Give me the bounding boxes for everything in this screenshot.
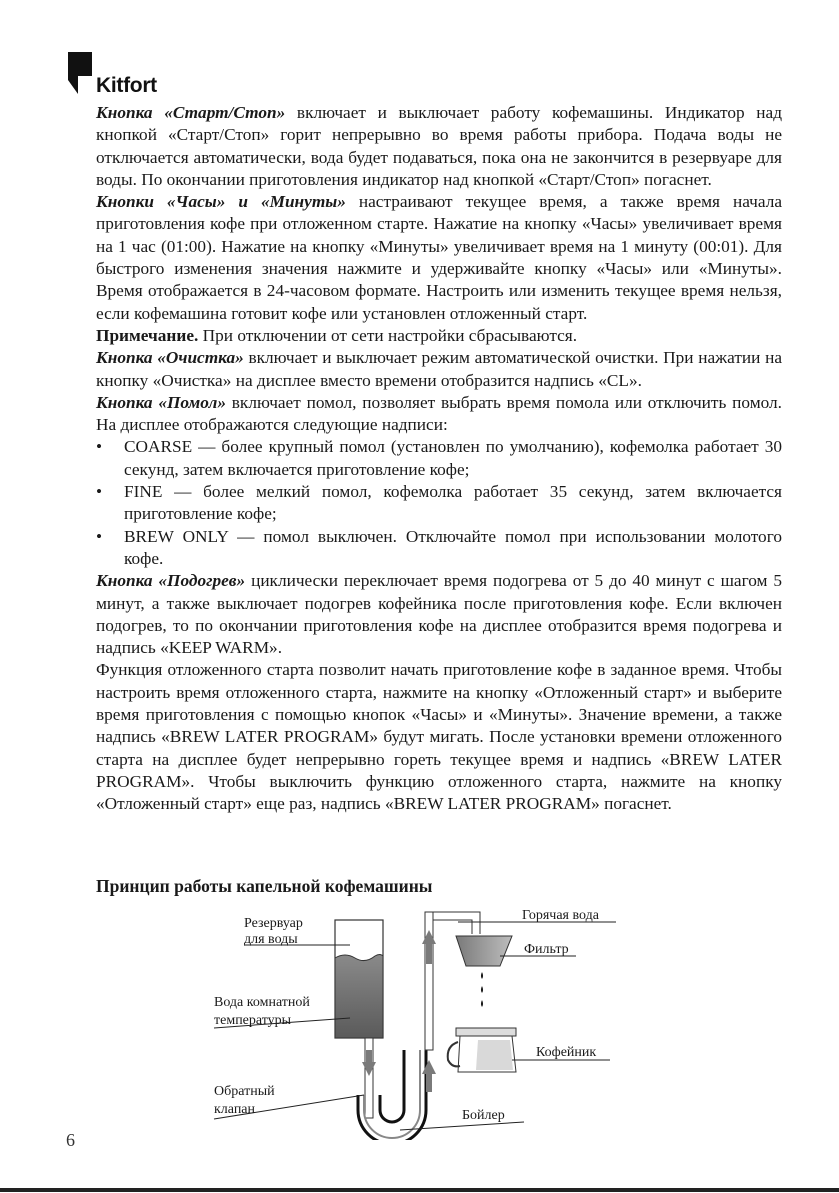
paragraph-note xyxy=(96,325,782,347)
paragraph-start-stop xyxy=(96,102,782,191)
paragraph-warm xyxy=(96,570,782,659)
label-carafe: Кофейник xyxy=(536,1045,597,1060)
label-valve-2: клапан xyxy=(214,1102,256,1117)
paragraph-lead: Кнопка «Подогрев» xyxy=(96,571,246,591)
filter-icon xyxy=(456,936,512,1007)
paragraph-lead: Кнопка «Старт/Стоп» xyxy=(96,103,286,122)
label-reservoir-2: для воды xyxy=(244,932,298,947)
paragraph-text: включает помол, позволяет выбрать время помола или отключить помол. На дисплее отображаются следующие надписи: xyxy=(96,392,782,435)
list-item: • FINE — более мелкий помол, кофемолка работает 35 секунд, затем включается приготовление кофе; xyxy=(96,481,782,526)
paragraph-clean xyxy=(96,347,782,392)
label-boiler: Бойлер xyxy=(462,1108,505,1123)
paragraph-clock-buttons xyxy=(96,191,782,325)
paragraph-lead: Кнопки «Часы» и «Минуты» xyxy=(96,192,346,212)
bottom-rule xyxy=(0,1188,839,1192)
paragraph-text: Функция отложенного старта позволит начать приготовление кофе в заданное время. Чтобы настроить время отложенного старта, нажмите на кнопку «Отложенный старт» и выберите время приготовления с помощью кнопок «Часы» и «Минуты». Значение времени, а также надпись «BREW LATER PROGRAM» будут мигать. После установки времени отложенного старта на дисплее будет непрерывно гореть текущее время и надпись «BREW LATER PROGRAM». Чтобы выключить функцию отложенного старта, нажмите на кнопку «Отложенный старт» еще раз, надпись «BREW LATER PROGRAM» погаснет. xyxy=(96,660,782,814)
paragraph-text: При отключении от сети настройки сбрасываются. xyxy=(198,325,578,345)
paragraph-lead: Примечание. xyxy=(96,325,199,345)
brand-name: Kitfort xyxy=(96,74,157,97)
label-hot-water: Горячая вода xyxy=(522,908,599,923)
paragraph-text: включает и выключает работу кофемашины. Индикатор над кнопкой «Старт/Стоп» горит непрерывно во время работы прибора. Подача воды не отключается автоматически, вода будет подаваться, пока она не закончится в резервуаре для воды. По окончании приготовления индикатор над кнопкой «Старт/Стоп» погаснет. xyxy=(96,103,782,189)
diagram-heading: Принцип работы капельной кофемашины xyxy=(96,876,433,896)
paragraph-lead: Кнопка «Очистка» xyxy=(96,348,244,368)
page-number: 6 xyxy=(66,1130,75,1150)
paragraph-text: циклически переключает время подогрева от 5 до 40 минут с шагом 5 минут, а также выключает подогрев кофейника после приготовления кофе. Если включен подогрев, то по окончании приготовления кофе на дисплее отобразится время подогрева и надпись «KEEP WARM». xyxy=(96,571,782,658)
grind-options-list xyxy=(96,436,782,570)
reservoir-icon xyxy=(335,920,383,1038)
paragraph-lead: Кнопка «Помол» xyxy=(96,392,226,412)
paragraph-grind xyxy=(96,392,782,437)
carafe-icon xyxy=(448,1028,516,1072)
manual-text xyxy=(96,102,782,816)
paragraph-text: включает и выключает режим автоматической очистки. При нажатии на кнопку «Очистка» на дисплее вместо времени отобразится надпись «CL». xyxy=(96,348,782,390)
label-filter: Фильтр xyxy=(524,942,569,957)
label-room-water-1: Вода комнатной xyxy=(214,995,310,1010)
label-room-water-2: температуры xyxy=(214,1013,292,1028)
label-reservoir-1: Резервуар xyxy=(244,916,303,931)
list-item: • BREW ONLY — помол выключен. Отключайте помол при использовании молотого кофе. xyxy=(96,526,782,571)
paragraph-text: настраивают текущее время, а также время начала приготовления кофе при отложенном старте. Нажатие на кнопку «Часы» увеличивает время на 1 час (01:00). Нажатие на кнопку «Минуты» увеличивает время на 1 минуту (00:01). Для быстрого изменения значения нажмите и удерживайте кнопку «Часы» или «Минуты». Время отображается в 24-часовом формате. Настроить или изменить текущее время нельзя, если кофемашина готовит кофе или установлен отложенный старт. xyxy=(96,192,782,323)
paragraph-delayed-start xyxy=(96,659,782,815)
list-item: • COARSE — более крупный помол (установлен по умолчанию), кофемолка работает 30 секунд, затем включается приготовление кофе; xyxy=(96,436,782,481)
label-valve-1: Обратный xyxy=(214,1084,275,1099)
drip-coffee-diagram xyxy=(200,900,640,1140)
kitfort-logo-icon xyxy=(66,50,96,96)
